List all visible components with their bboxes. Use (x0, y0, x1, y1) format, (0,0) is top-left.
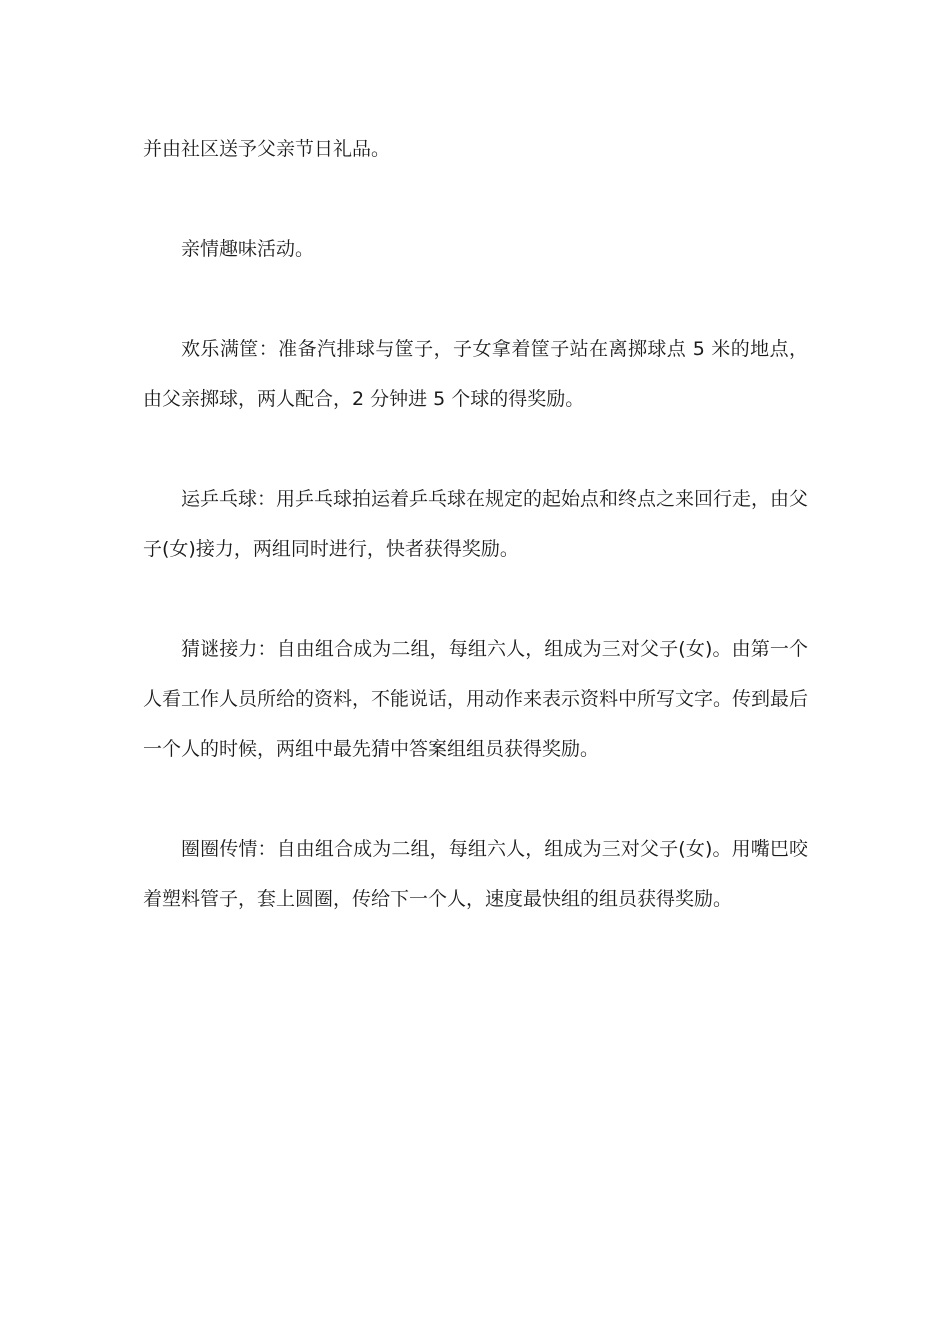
paragraph-ring-pass: 圈圈传情：自由组合成为二组，每组六人，组成为三对父子(女)。用嘴巴咬着塑料管子，套上圆圈，传给下一个人，速度最快组的组员获得奖励。 (143, 838, 808, 910)
paragraph-riddle-relay: 猜谜接力：自由组合成为二组，每组六人，组成为三对父子(女)。由第一个人看工作人员所给的资料，不能说话，用动作来表示资料中所写文字。传到最后一个人的时候，两组中最先猜中答案组组员获得奖励。 (143, 638, 809, 760)
paragraph-ping-pong-relay: 运乒乓球：用乒乓球拍运着乒乓球在规定的起始点和终点之来回行走，由父子(女)接力，两组同时进行，快者获得奖励。 (143, 488, 809, 560)
paragraph-happy-basket: 欢乐满筐：准备汽排球与筐子，子女拿着筐子站在离掷球点 5 米的地点，由父亲掷球，两人配合，2 分钟进 5 个球的得奖励。 (143, 338, 808, 410)
paragraph-gift-continuation: 并由社区送予父亲节日礼品。 (143, 138, 391, 160)
paragraph-family-activities-heading: 亲情趣味活动。 (181, 238, 315, 260)
